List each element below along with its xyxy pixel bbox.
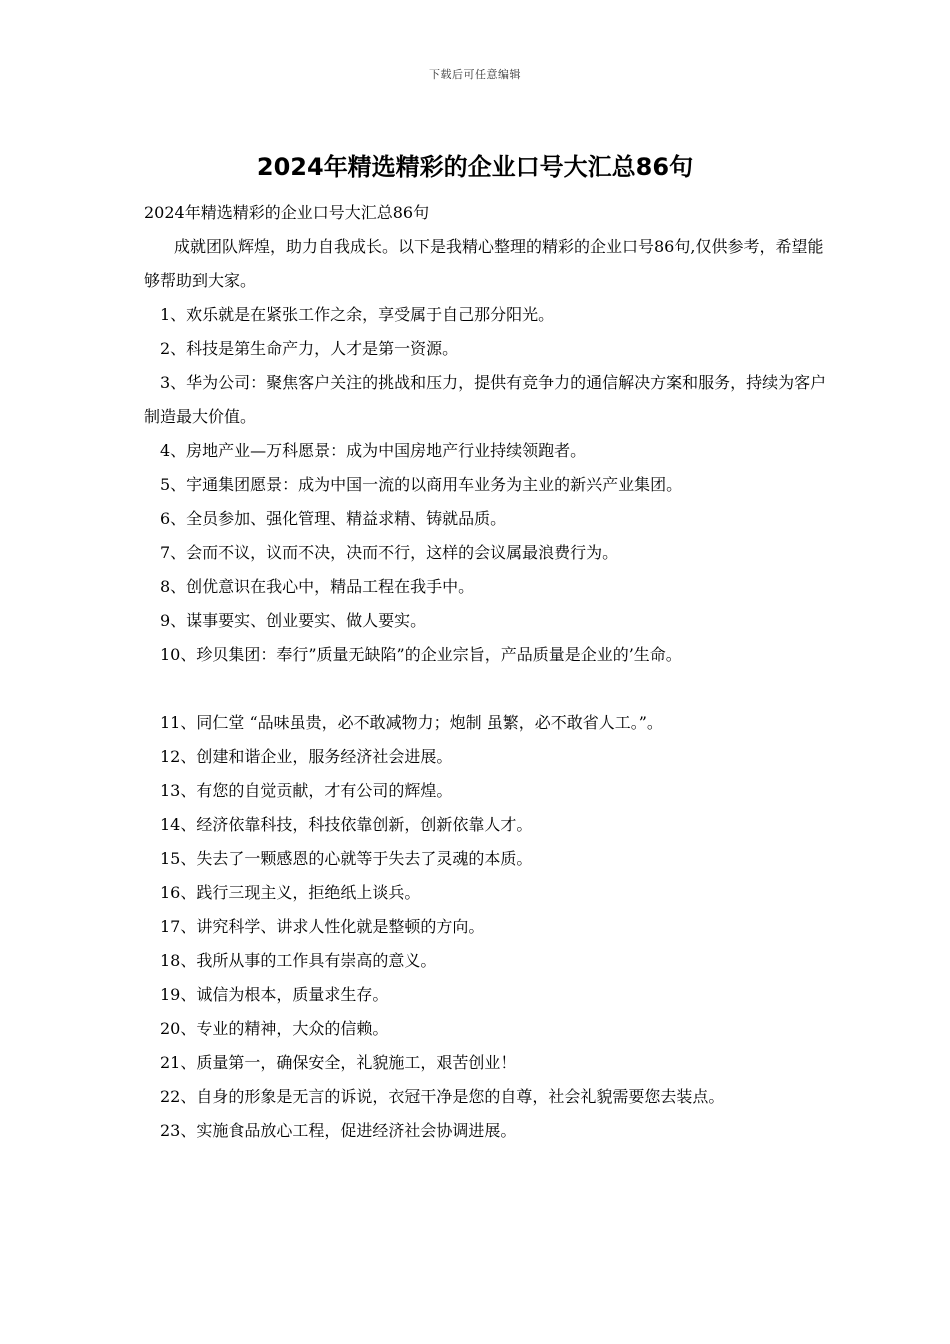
list-item: 22、自身的形象是无言的诉说，衣冠干净是您的自尊，社会礼貌需要您去装点。 xyxy=(160,1087,725,1106)
list-item: 6、全员参加、强化管理、精益求精、铸就品质。 xyxy=(160,509,507,528)
list-item: 2、科技是第生命产力，人才是第一资源。 xyxy=(160,339,459,358)
list-item: 9、谋事要实、创业要实、做人要实。 xyxy=(160,611,427,630)
list-item: 19、诚信为根本，质量求生存。 xyxy=(160,985,389,1004)
intro-paragraph: 成就团队辉煌，助力自我成长。以下是我精心整理的精彩的企业口号86句,仅供参考，希望能够帮助到大家。 xyxy=(144,237,824,290)
list-item: 7、会而不议，议而不决，决而不行，这样的会议属最浪费行为。 xyxy=(160,543,619,562)
list-item: 4、房地产业—万科愿景：成为中国房地产行业持续领跑者。 xyxy=(160,441,587,460)
document-body xyxy=(144,196,834,1148)
paragraph-spacer xyxy=(144,672,834,706)
list-item: 12、创建和谐企业，服务经济社会进展。 xyxy=(160,747,453,766)
document-title: 2024年精选精彩的企业口号大汇总86句 xyxy=(256,153,694,181)
list-item: 20、专业的精神，大众的信赖。 xyxy=(160,1019,389,1038)
list-item: 16、践行三现主义，拒绝纸上谈兵。 xyxy=(160,883,421,902)
list-item: 11、同仁堂 “品味虽贵，必不敢减物力；炮制 虽繁，必不敢省人工。”。 xyxy=(160,713,663,732)
list-item: 10、珍贝集团：奉行”质量无缺陷”的企业宗旨，产品质量是企业的’生命。 xyxy=(160,645,682,664)
list-item: 17、讲究科学、讲求人性化就是整顿的方向。 xyxy=(160,917,485,936)
list-item: 1、欢乐就是在紧张工作之余，享受属于自己那分阳光。 xyxy=(160,305,555,324)
header-note: 下载后可任意编辑 xyxy=(429,68,521,81)
list-item: 21、质量第一，确保安全，礼貌施工，艰苦创业！ xyxy=(160,1053,517,1072)
list-item: 15、失去了一颗感恩的心就等于失去了灵魂的本质。 xyxy=(160,849,533,868)
list-item: 14、经济依靠科技，科技依靠创新，创新依靠人才。 xyxy=(160,815,533,834)
document-subtitle: 2024年精选精彩的企业口号大汇总86句 xyxy=(144,203,430,222)
list-item: 8、创优意识在我心中，精品工程在我手中。 xyxy=(160,577,475,596)
list-item: 3、华为公司：聚焦客户关注的挑战和压力，提供有竞争力的通信解决方案和服务，持续为客户制造最大价值。 xyxy=(144,373,827,426)
list-item: 5、宇通集团愿景：成为中国一流的以商用车业务为主业的新兴产业集团。 xyxy=(160,475,683,494)
list-item: 23、实施食品放心工程，促进经济社会协调进展。 xyxy=(160,1121,517,1140)
list-item: 13、有您的自觉贡献，才有公司的辉煌。 xyxy=(160,781,453,800)
list-item: 18、我所从事的工作具有崇高的意义。 xyxy=(160,951,437,970)
